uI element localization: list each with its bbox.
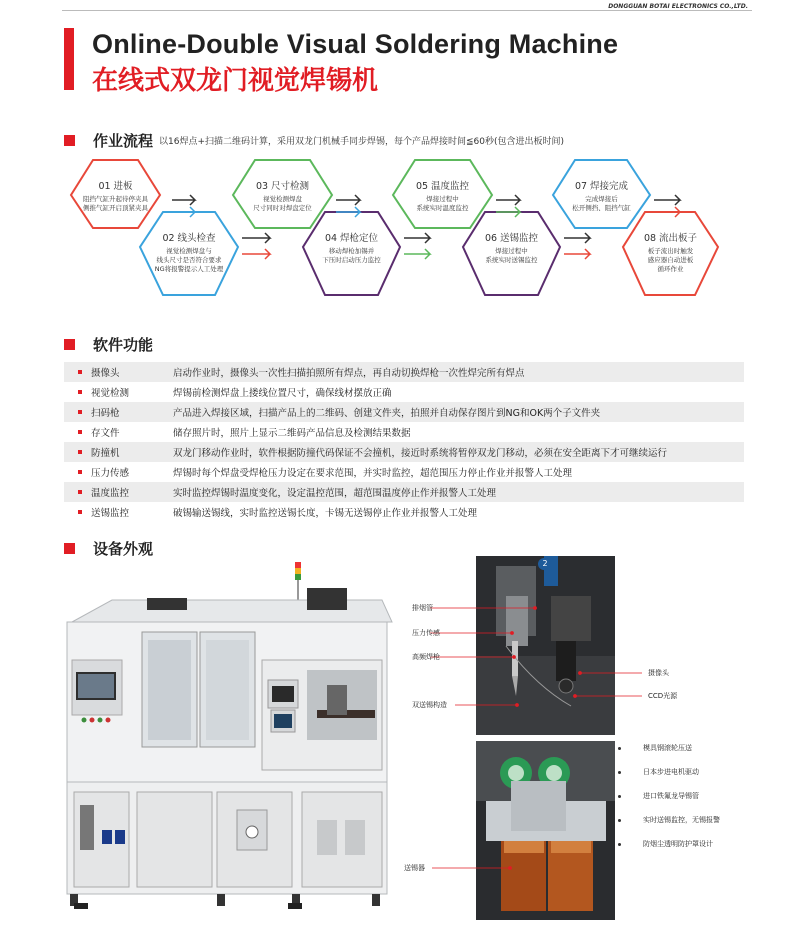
step-04-title: 04 焊枪定位 (324, 233, 379, 244)
table-row (64, 502, 744, 522)
feature-item (618, 767, 699, 777)
label-camera: 摄像头 (648, 669, 669, 677)
arrow-5b (496, 207, 520, 217)
bullet-icon (78, 470, 82, 474)
step-01-desc: 阻挡气缸升起待停夹具 (83, 195, 148, 203)
label-dual-feed: 双送锡构造 (412, 701, 447, 709)
photo-badge: 2 (539, 558, 551, 570)
row-name: 存文件 (91, 428, 120, 439)
row-name: 温度监控 (91, 488, 130, 499)
step-06-desc: 焊接过程中 (495, 247, 528, 255)
software-title: 软件功能 (93, 336, 154, 354)
feature-item (618, 815, 720, 825)
bullet-icon (78, 430, 82, 434)
software-heading (64, 334, 153, 355)
row-name: 防撞机 (91, 448, 120, 459)
row-desc: 产品进入焊接区域，扫描产品上的二维码、创建文件夹，拍照并自动保存图片到NG和OK两个子文件夹 (173, 408, 601, 419)
bullet-icon (618, 795, 621, 798)
feature-item (618, 743, 692, 753)
table-row (64, 402, 744, 422)
bullet-icon (618, 843, 621, 846)
appearance-heading (64, 538, 153, 559)
table-row (64, 462, 744, 482)
soldering-head-illustration (476, 556, 615, 735)
step-02-desc: 线头尺寸是否符合要求 (156, 256, 222, 264)
step-08 (623, 230, 718, 274)
row-desc: 启动作业时，摄像头一次性扫描拍照所有焊点，再自动切换焊枪一次性焊完所有焊点 (173, 368, 525, 379)
step-05-desc: 系统实时温度监控 (416, 204, 469, 212)
step-07-desc: 松开侧挡、阻挡气缸 (572, 204, 631, 212)
row-name: 扫码枪 (91, 408, 120, 419)
section-square-icon (64, 543, 75, 554)
appearance-title: 设备外观 (93, 540, 154, 558)
arrow-7a (654, 195, 680, 205)
arrow-3a (336, 195, 360, 205)
row-name: 压力传感 (91, 468, 130, 479)
bullet-icon (78, 510, 82, 514)
step-08-desc: 循环作业 (657, 265, 684, 273)
step-01-title: 01 进板 (98, 181, 133, 192)
table-row (64, 382, 744, 402)
feature-text: 防烟尘透明防护罩设计 (643, 840, 713, 848)
step-06-title: 06 送锡监控 (484, 233, 539, 244)
bullet-icon (78, 390, 82, 394)
feature-text: 日本步进电机驱动 (643, 768, 699, 776)
header-divider (62, 10, 752, 11)
step-03-desc: 视觉检测焊盘 (263, 195, 302, 203)
software-table (64, 362, 744, 522)
feature-text: 模具钢滚轮压送 (643, 744, 692, 752)
section-square-icon (64, 135, 75, 146)
row-desc: 焊锡时每个焊盘受焊枪压力设定在要求范围，并实时监控，超范围压力停止作业并报警人工处理 (173, 468, 573, 479)
step-06 (463, 230, 560, 265)
workflow-title: 作业流程 (93, 132, 154, 150)
step-03 (233, 178, 332, 213)
row-desc: 实时监控焊锡时温度变化，设定温控范围，超范围温度停止作并报警人工处理 (173, 488, 497, 499)
arrow-4a (404, 233, 430, 243)
label-pressure-sensor: 压力传感 (412, 629, 440, 637)
row-desc: 双龙门移动作业时，软件根据防撞代码保证不会撞机，接近时系统将暂停双龙门移动，必须在安全距离下才可继续运行 (173, 448, 668, 459)
machine-illustration (62, 560, 402, 916)
arrow-1b (172, 207, 195, 217)
solder-feeder-illustration (476, 741, 615, 920)
step-07-desc: 完成焊接后 (585, 195, 618, 203)
bullet-icon (78, 450, 82, 454)
step-06-desc: 系统实时送锡监控 (485, 256, 538, 264)
row-name: 视觉检测 (91, 388, 130, 399)
arrow-4b (404, 249, 430, 259)
arrow-5a (496, 195, 520, 205)
title-chinese: 在线式双龙门视觉焊锡机 (92, 66, 379, 96)
step-08-desc: 感应器自动进板 (647, 256, 694, 264)
step-05-title: 05 温度监控 (415, 181, 470, 192)
step-05-desc: 焊接过程中 (426, 195, 459, 203)
arrow-1a (172, 195, 195, 205)
machine-image (62, 560, 402, 916)
bullet-icon (78, 370, 82, 374)
feature-text: 实时送锡监控，无锡报警 (643, 816, 720, 824)
step-02-title: 02 线头检查 (162, 233, 216, 244)
title-english: Online-Double Visual Soldering Machine (92, 29, 619, 59)
table-row (64, 362, 744, 382)
row-name: 摄像头 (91, 368, 120, 379)
step-01-desc: 侧推气缸开启顶紧夹具 (83, 204, 148, 212)
table-row (64, 482, 744, 502)
step-03-desc: 尺寸同时对焊盘定位 (253, 204, 312, 212)
feature-item (618, 839, 713, 849)
bullet-icon (78, 410, 82, 414)
title-accent-bar (64, 28, 74, 90)
workflow-diagram (60, 150, 750, 310)
arrow-3b (336, 207, 360, 217)
bullet-icon (618, 819, 621, 822)
label-solder-feeder: 送锡器 (404, 864, 425, 872)
label-ccd-light: CCD光源 (648, 692, 678, 700)
step-07-title: 07 焊接完成 (574, 181, 629, 192)
solder-feeder-photo (476, 741, 615, 920)
step-07 (553, 178, 650, 213)
arrow-7b (654, 207, 680, 217)
step-04 (303, 230, 400, 265)
step-01 (71, 178, 160, 213)
row-name: 送锡监控 (91, 508, 130, 519)
arrow-6b (564, 249, 590, 259)
feature-item (618, 791, 699, 801)
table-row (64, 442, 744, 462)
step-04-desc: 下压时启动压力监控 (322, 256, 381, 264)
label-exhaust: 排烟管 (412, 604, 433, 612)
step-02-desc: NG将报警提示人工处理 (154, 265, 224, 273)
step-03-title: 03 尺寸检测 (255, 181, 310, 192)
row-desc: 焊锡前检测焊盘上搂线位置尺寸，确保线材摆放正确 (173, 388, 392, 399)
step-05 (393, 178, 492, 213)
workflow-subtitle: 以16焊点+扫描二维码计算，采用双龙门机械手同步焊锡，每个产品焊接时间≦60秒(包含进出板时间) (159, 137, 565, 147)
row-desc: 破锡输送锡线，实时监控送锡长度，卡锡无送锡停止作业并报警人工处理 (173, 508, 478, 519)
label-hf-gun: 高频焊枪 (412, 653, 440, 661)
bullet-icon (618, 771, 621, 774)
row-desc: 储存照片时，照片上显示二维码产品信息及检测结果数据 (173, 428, 411, 439)
bullet-icon (78, 490, 82, 494)
feature-text: 进口铁氟龙导锡管 (643, 792, 699, 800)
arrow-2b (242, 249, 270, 259)
arrow-6a (564, 233, 590, 243)
table-row (64, 422, 744, 442)
step-04-desc: 移动焊枪加锡并 (328, 247, 375, 255)
company-name: DONGGUAN BOTAI ELECTRONICS CO.,LTD. (608, 3, 748, 10)
step-02 (140, 230, 238, 274)
arrow-2a (242, 233, 270, 243)
step-08-desc: 板子流出时触发 (647, 247, 694, 255)
bullet-icon (618, 747, 621, 750)
soldering-head-photo (476, 556, 615, 735)
workflow-heading (64, 130, 564, 151)
step-08-title: 08 流出板子 (643, 233, 698, 244)
section-square-icon (64, 339, 75, 350)
step-02-desc: 视觉检测焊盘与 (166, 247, 212, 255)
